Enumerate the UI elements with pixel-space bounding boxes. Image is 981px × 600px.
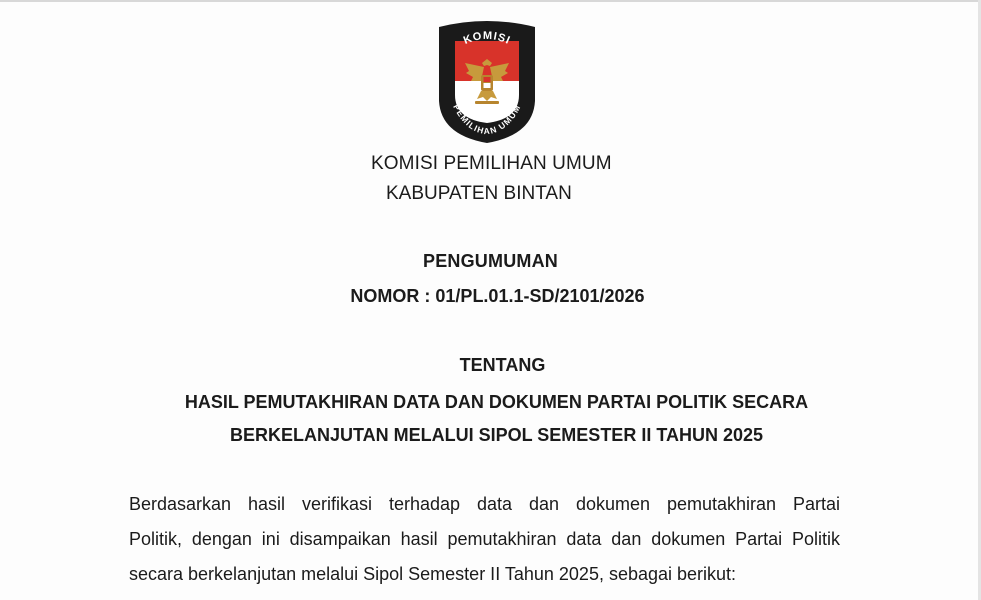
org-name: KOMISI PEMILIHAN UMUM — [371, 153, 612, 174]
document-number: NOMOR : 01/PL.01.1-SD/2101/2026 — [350, 286, 645, 306]
body-line-1: Berdasarkan hasil verifikasi terhadap data dan dokumen pemutakhiran Partai — [129, 494, 840, 514]
subject-line-2: BERKELANJUTAN MELALUI SIPOL SEMESTER II TAHUN 2025 — [229, 425, 764, 445]
org-region: KABUPATEN BINTAN — [386, 183, 572, 204]
page-top-edge — [0, 0, 981, 2]
body-line-3: secara berkelanjutan melalui Sipol Semester II Tahun 2025, sebagai berikut: — [129, 564, 737, 584]
kpu-logo — [435, 19, 539, 145]
about-label: TENTANG — [459, 355, 546, 375]
kpu-logo-graphic — [435, 19, 539, 145]
document-type: PENGUMUMAN — [423, 251, 558, 271]
logo-bottom-text: PEMILIHAN UMUM — [451, 102, 523, 137]
body-line-2: Politik, dengan ini disampaikan hasil pemutakhiran data dan dokumen Partai Politik — [129, 529, 840, 549]
subject-line-1: HASIL PEMUTAKHIRAN DATA DAN DOKUMEN PARTAI POLITIK SECARA — [184, 392, 809, 412]
logo-top-text: KOMISI — [461, 29, 513, 47]
